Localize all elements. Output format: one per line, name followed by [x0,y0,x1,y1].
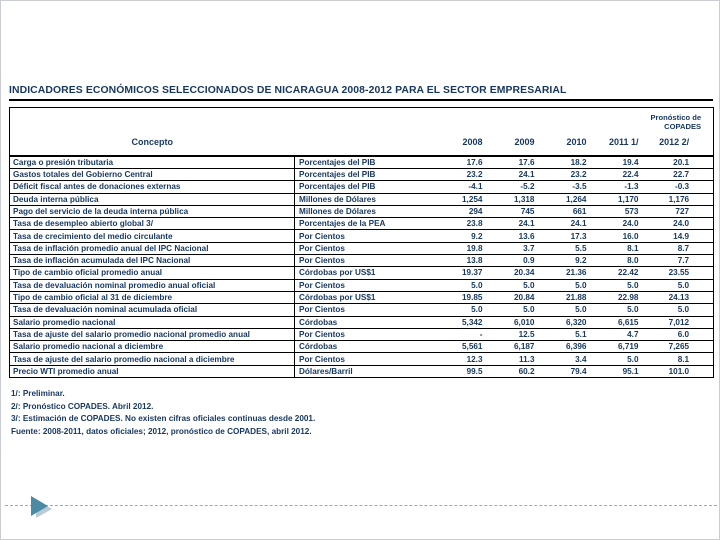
forecast-note [10,108,714,132]
table-row [10,255,714,267]
value-cell: 1,176 [645,193,714,205]
value-cell: 20.34 [489,267,541,279]
value-cell: 22.7 [645,168,714,180]
unit-cell: Millones de Dólares [295,193,437,205]
value-cell: 5.0 [593,279,645,291]
concept-cell: Salario promedio nacional [10,316,295,328]
value-cell: 4.7 [593,328,645,340]
concept-cell: Precio WTI promedio anual [10,365,295,377]
unit-cell: Porcentajes de la PEA [295,218,437,230]
unit-cell: Córdobas por US$1 [295,267,437,279]
value-cell: -1.3 [593,181,645,193]
value-cell: 1,318 [489,193,541,205]
value-cell: 23.55 [645,267,714,279]
value-cell: 6,010 [489,316,541,328]
unit-cell: Por Cientos [295,328,437,340]
value-cell: 24.1 [489,168,541,180]
forecast-note-line2: COPADES [664,122,702,132]
concept-cell: Déficit fiscal antes de donaciones externas [10,181,295,193]
unit-cell: Córdobas [295,341,437,353]
unit-cell: Dólares/Barril [295,365,437,377]
value-cell: 5.0 [541,279,593,291]
footnote-line: 2/: Pronóstico COPADES. Abril 2012. [11,401,154,411]
value-cell: 79.4 [541,365,593,377]
year-header-2012: 2012 2/ [645,132,714,156]
value-cell: 13.6 [489,230,541,242]
unit-cell: Porcentajes del PIB [295,181,437,193]
value-cell: 12.3 [437,353,489,365]
concept-column-header: Concepto [10,132,295,156]
table-row [10,230,714,242]
value-cell: 14.9 [645,230,714,242]
year-header-2010: 2010 [541,132,593,156]
value-cell: 5.0 [489,304,541,316]
year-header-2008: 2008 [437,132,489,156]
value-cell: 1,170 [593,193,645,205]
value-cell: 18.2 [541,156,593,169]
value-cell: 13.8 [437,255,489,267]
footnotes [11,388,711,438]
table-row [10,156,714,169]
value-cell: 6,396 [541,341,593,353]
value-cell: 17.3 [541,230,593,242]
year-header-2009: 2009 [489,132,541,156]
value-cell: 5.0 [645,304,714,316]
header-row [10,132,714,156]
unit-cell: Porcentajes del PIB [295,168,437,180]
concept-cell: Tipo de cambio oficial al 31 de diciembre [10,291,295,303]
triangle-bullet-icon [31,496,48,516]
concept-cell: Deuda interna pública [10,193,295,205]
value-cell: 24.1 [489,218,541,230]
forecast-row [10,108,714,132]
value-cell: 21.88 [541,291,593,303]
unit-cell: Por Cientos [295,279,437,291]
value-cell: 6,719 [593,341,645,353]
value-cell: 17.6 [437,156,489,169]
concept-cell: Tasa de devaluación nominal acumulada oficial [10,304,295,316]
value-cell: 3.7 [489,242,541,254]
value-cell: - [437,328,489,340]
value-cell: 727 [645,205,714,217]
value-cell: 5.0 [593,353,645,365]
value-cell: 8.1 [645,353,714,365]
concept-cell: Tasa de ajuste del salario promedio nacional promedio anual [10,328,295,340]
value-cell: 1,254 [437,193,489,205]
footnote-line: 1/: Preliminar. [11,389,65,398]
value-cell: 5.0 [489,279,541,291]
value-cell: 0.9 [489,255,541,267]
concept-cell: Tasa de desempleo abierto global 3/ [10,218,295,230]
concept-cell: Gastos totales del Gobierno Central [10,168,295,180]
table-row [10,279,714,291]
table-row [10,316,714,328]
value-cell: 3.4 [541,353,593,365]
value-cell: 23.2 [437,168,489,180]
concept-cell: Salario promedio nacional a diciembre [10,341,295,353]
value-cell: 101.0 [645,365,714,377]
table-row [10,168,714,180]
value-cell: 19.85 [437,291,489,303]
value-cell: -0.3 [645,181,714,193]
table-row [10,181,714,193]
value-cell: 8.0 [593,255,645,267]
value-cell: 24.13 [645,291,714,303]
value-cell: 20.1 [645,156,714,169]
value-cell: 5.0 [541,304,593,316]
value-cell: 6.0 [645,328,714,340]
value-cell: 5.0 [593,304,645,316]
value-cell: 7.7 [645,255,714,267]
value-cell: -4.1 [437,181,489,193]
concept-cell: Pago del servicio de la deuda interna pública [10,205,295,217]
value-cell: 99.5 [437,365,489,377]
table-row [10,304,714,316]
concept-cell: Tasa de ajuste del salario promedio nacional a diciembre [10,353,295,365]
unit-cell: Córdobas [295,316,437,328]
unit-column-header [295,132,437,156]
footnote-line: Fuente: 2008-2011, datos oficiales; 2012, pronóstico de COPADES, abril 2012. [11,426,312,436]
value-cell: 19.37 [437,267,489,279]
value-cell: 24.0 [645,218,714,230]
unit-cell: Porcentajes del PIB [295,156,437,169]
value-cell: 6,320 [541,316,593,328]
value-cell: 12.5 [489,328,541,340]
value-cell: 11.3 [489,353,541,365]
table-row [10,328,714,340]
footnote-line: 3/: Estimación de COPADES. No existen cifras oficiales continuas desde 2001. [11,414,316,423]
concept-cell: Tasa de crecimiento del medio circulante [10,230,295,242]
value-cell: 22.98 [593,291,645,303]
value-cell: 17.6 [489,156,541,169]
value-cell: 5.1 [541,328,593,340]
page-title: INDICADORES ECONÓMICOS SELECCIONADOS DE NICARAGUA 2008-2012 PARA EL SECTOR EMPRESARIAL [9,85,567,96]
table-row [10,242,714,254]
value-cell: 5,561 [437,341,489,353]
table-body [10,156,714,378]
value-cell: 23.8 [437,218,489,230]
concept-cell: Tipo de cambio oficial promedio anual [10,267,295,279]
value-cell: -3.5 [541,181,593,193]
value-cell: 23.2 [541,168,593,180]
concept-cell: Tasa de inflación promedio anual del IPC Nacional [10,242,295,254]
value-cell: -5.2 [489,181,541,193]
value-cell: 9.2 [541,255,593,267]
table-row [10,341,714,353]
value-cell: 6,187 [489,341,541,353]
table-row [10,267,714,279]
indicators-table [9,107,713,378]
table-row [10,193,714,205]
bottom-dashed-line [5,505,717,506]
data-table [9,107,714,378]
value-cell: 5.0 [437,279,489,291]
unit-cell: Córdobas por US$1 [295,291,437,303]
table-row [10,205,714,217]
value-cell: 16.0 [593,230,645,242]
table-row [10,365,714,377]
unit-cell: Por Cientos [295,255,437,267]
value-cell: 8.1 [593,242,645,254]
value-cell: 24.0 [593,218,645,230]
unit-cell: Por Cientos [295,242,437,254]
value-cell: 20.84 [489,291,541,303]
concept-cell: Carga o presión tributaria [10,156,295,169]
value-cell: 19.4 [593,156,645,169]
concept-cell: Tasa de inflación acumulada del IPC Nacional [10,255,295,267]
value-cell: 7,265 [645,341,714,353]
value-cell: 21.36 [541,267,593,279]
value-cell: 573 [593,205,645,217]
value-cell: 9.2 [437,230,489,242]
title-underline [9,99,713,101]
unit-cell: Por Cientos [295,304,437,316]
value-cell: 95.1 [593,365,645,377]
value-cell: 8.7 [645,242,714,254]
value-cell: 22.42 [593,267,645,279]
unit-cell: Por Cientos [295,230,437,242]
value-cell: 5.0 [645,279,714,291]
value-cell: 1,264 [541,193,593,205]
value-cell: 5,342 [437,316,489,328]
unit-cell: Por Cientos [295,353,437,365]
value-cell: 294 [437,205,489,217]
concept-cell: Tasa de devaluación nominal promedio anual oficial [10,279,295,291]
unit-cell: Millones de Dólares [295,205,437,217]
value-cell: 24.1 [541,218,593,230]
table-row [10,353,714,365]
value-cell: 6,615 [593,316,645,328]
value-cell: 60.2 [489,365,541,377]
year-header-2011: 2011 1/ [593,132,645,156]
table-row [10,218,714,230]
table-row [10,291,714,303]
value-cell: 7,012 [645,316,714,328]
value-cell: 5.0 [437,304,489,316]
value-cell: 19.8 [437,242,489,254]
forecast-note-line1: Pronóstico de [650,113,702,122]
value-cell: 661 [541,205,593,217]
value-cell: 5.5 [541,242,593,254]
value-cell: 22.4 [593,168,645,180]
value-cell: 745 [489,205,541,217]
